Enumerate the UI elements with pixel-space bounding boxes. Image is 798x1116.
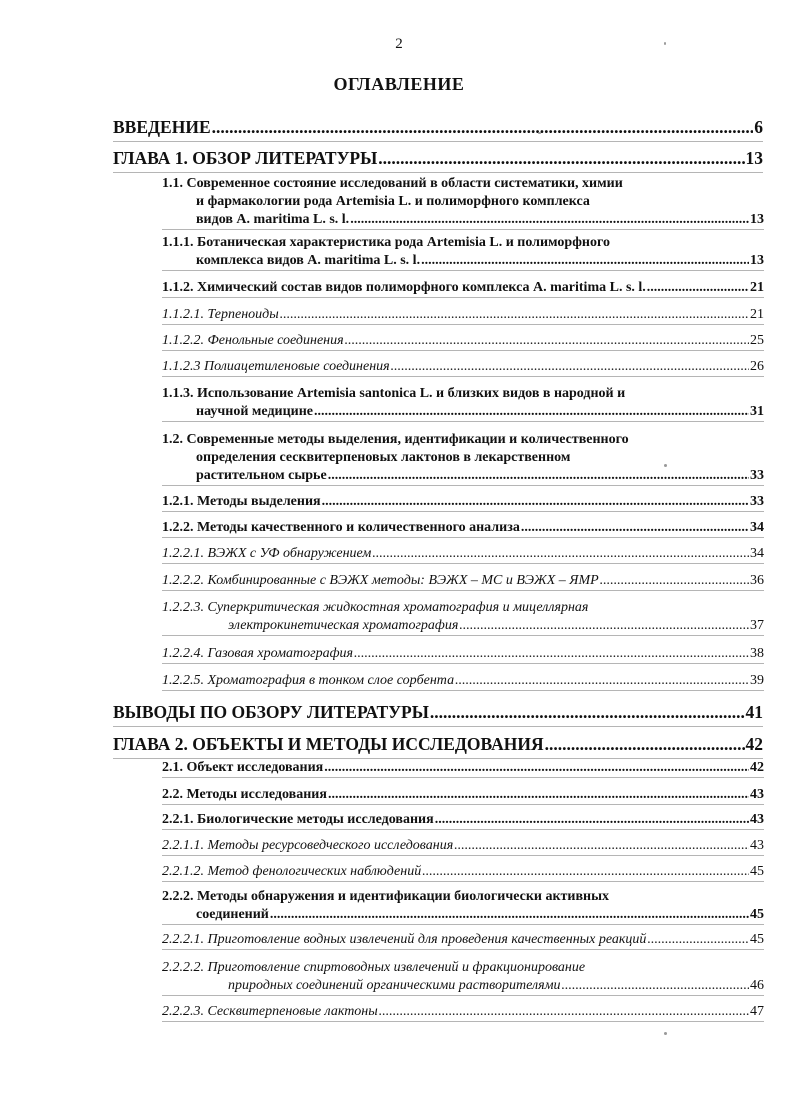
scan-speck [664,42,666,45]
page-number: 2 [395,36,403,52]
leader-dots [212,113,754,141]
leader-dots [345,332,749,350]
toc-entry-title: 1.2.2.5. Хроматография в тонком слое сорбента [162,673,455,688]
toc-entry[interactable] [162,385,764,422]
toc-entry[interactable] [162,545,764,564]
toc-entry[interactable] [162,931,764,950]
leader-dots [421,252,749,270]
toc-entry[interactable] [162,519,764,538]
toc-page-number: 21 [750,307,764,322]
toc-entry-title: 1.1.2. Химический состав видов полиморфного комплекса A. maritima L. s. l. [162,280,646,295]
toc-entry[interactable] [162,234,764,271]
leader-dots [455,672,749,690]
toc-entry-text: 2.2.2. Методы обнаружения и идентификации биологически активных [162,889,610,904]
toc-entry-text: 1.1.1. Ботаническая характеристика рода Artemisia L. и полиморфного [162,235,610,250]
toc-entry-text: 1.2. Современные методы выделения, идентификации и количественного [162,432,629,447]
leader-dots [454,837,749,855]
toc-entry-title: ГЛАВА 2. ОБЪЕКТЫ И МЕТОДЫ ИССЛЕДОВАНИЯ [113,734,544,754]
toc-entry[interactable] [162,599,764,636]
toc-page-number: 26 [750,359,764,374]
leader-dots [545,730,745,758]
toc-entry-title: 1.1.2.3 Полиацетиленовые соединения [162,359,390,374]
toc-page-number: 25 [750,333,764,348]
leader-dots [435,811,749,829]
leader-dots [378,144,744,172]
toc-page-number: 34 [750,546,764,561]
toc-entry-text: 2.2.2.2. Приготовление спиртоводных извлечений и фракционирование [162,960,586,975]
toc-entry-title: 1.1.2.1. Терпеноиды [162,307,279,322]
toc-entry[interactable] [162,431,764,486]
toc-entry[interactable] [162,837,764,856]
toc-page-number: 46 [750,978,764,993]
leader-dots [350,211,749,229]
toc-entry[interactable] [162,645,764,664]
toc-entry[interactable] [162,759,764,778]
leader-dots [647,279,749,297]
toc-entry[interactable] [113,144,763,173]
toc-page-number: 13 [745,148,763,168]
leader-dots [600,572,749,590]
toc-entry-text: определения сесквитерпеновых лактонов в лекарственном [196,450,571,465]
leader-dots [324,759,749,777]
toc-entry-title: 1.2.2.2. Комбинированные с ВЭЖХ методы: ВЭЖХ – МС и ВЭЖХ – ЯМР [162,573,599,588]
toc-entry-text: 1.2.2.3. Суперкритическая жидкостная хроматография и мицеллярная [162,600,589,615]
leader-dots [280,306,749,324]
toc-page-number: 36 [750,573,764,588]
toc-entry-title: 1.2.2.1. ВЭЖХ с УФ обнаружением [162,546,372,561]
toc-entry-text: 1.1. Современное состояние исследований в области систематики, химии [162,176,623,191]
toc-page-number: 42 [745,734,763,754]
toc-entry-title: ВВЕДЕНИЕ [113,117,211,137]
toc-page-number: 13 [750,212,764,227]
toc-page-number: 43 [750,787,764,802]
toc-entry-title: 2.2.2.1. Приготовление водных извлечений для проведения качественных реакций [162,932,647,947]
leader-dots [379,1003,749,1021]
leader-dots [270,906,749,924]
toc-entry-title: 2.2. Методы исследования [162,787,327,802]
toc-entry-title: 1.2.1. Методы выделения [162,494,321,509]
toc-entry[interactable] [162,672,764,691]
toc-entry-title: природных соединений органическими растворителями [228,978,561,993]
toc-page-number: 33 [750,468,764,483]
toc-entry-title: научной медицине [196,404,314,419]
leader-dots [322,493,749,511]
toc-entry-title: 1.2.2.4. Газовая хроматография [162,646,354,661]
leader-dots [391,358,749,376]
toc-entry[interactable] [162,959,764,996]
leader-dots [562,977,749,995]
toc-entry[interactable] [162,572,764,591]
leader-dots [521,519,749,537]
toc-entry-title: ВЫВОДЫ ПО ОБЗОРУ ЛИТЕРАТУРЫ [113,702,429,722]
toc-entry-title: комплекса видов A. maritima L. s. l. [196,253,421,268]
leader-dots [459,617,749,635]
toc-entry-title: 2.2.1. Биологические методы исследования [162,812,434,827]
toc-page-number: 45 [750,864,764,879]
toc-entry[interactable] [162,1003,764,1022]
leader-dots [314,403,749,421]
toc-page-number: 45 [750,932,764,947]
toc-page-number: 43 [750,838,764,853]
toc-page-number: 42 [750,760,764,775]
toc-entry-title: 1.1.2.2. Фенольные соединения [162,333,344,348]
toc-page-number: 45 [750,907,764,922]
toc-entry-text: и фармакологии рода Artemisia L. и полиморфного комплекса [196,194,590,209]
toc-entry[interactable] [162,493,764,512]
toc-entry-title: ГЛАВА 1. ОБЗОР ЛИТЕРАТУРЫ [113,148,378,168]
toc-entry[interactable] [162,175,764,230]
leader-dots [328,467,749,485]
toc-page-number: 6 [754,117,763,137]
toc-page-number: 13 [750,253,764,268]
scan-speck [664,1032,667,1035]
scan-speck [664,464,667,467]
toc-entry[interactable] [113,730,763,759]
toc-entry-title: соединений [196,907,269,922]
leader-dots [372,545,749,563]
leader-dots [430,698,745,726]
toc-page-number: 41 [745,702,763,722]
toc-page-number: 34 [750,520,764,535]
toc-entry-title: электрокинетическая хроматография [228,618,459,633]
toc-title: ОГЛАВЛЕНИЕ [333,74,465,94]
toc-entry[interactable] [162,811,764,830]
toc-page-number: 38 [750,646,764,661]
leader-dots [647,931,749,949]
toc-entry-title: 1.2.2. Методы качественного и количественного анализа [162,520,520,535]
toc-page-number: 43 [750,812,764,827]
toc-entry[interactable] [162,358,764,377]
toc-entry[interactable] [162,863,764,882]
toc-entry[interactable] [162,279,764,298]
toc-entry-title: видов A. maritima L. s. l. [196,212,350,227]
toc-page-number: 37 [750,618,764,633]
toc-page-number: 33 [750,494,764,509]
toc-entry[interactable] [162,888,764,925]
toc-entry-title: 2.2.2.3. Сесквитерпеновые лактоны [162,1004,378,1019]
toc-entry[interactable] [113,113,763,142]
toc-page-number: 47 [750,1004,764,1019]
toc-page-number: 39 [750,673,764,688]
toc-entry[interactable] [113,698,763,727]
toc-page-number: 31 [750,404,764,419]
toc-page-number: 21 [750,280,764,295]
leader-dots [354,645,749,663]
toc-entry[interactable] [162,332,764,351]
toc-entry-text: 1.1.3. Использование Artemisia santonica L. и близких видов в народной и [162,386,626,401]
toc-entry-title: 2.2.1.1. Методы ресурсоведческого исследования [162,838,454,853]
scan-speck [538,132,541,134]
toc-entry-title: 2.1. Объект исследования [162,760,324,775]
toc-entry-title: 2.2.1.2. Метод фенологических наблюдений [162,864,422,879]
toc-entry-title: растительном сырье [196,468,327,483]
leader-dots [328,786,749,804]
leader-dots [422,863,749,881]
toc-entry[interactable] [162,786,764,805]
toc-entry[interactable] [162,306,764,325]
